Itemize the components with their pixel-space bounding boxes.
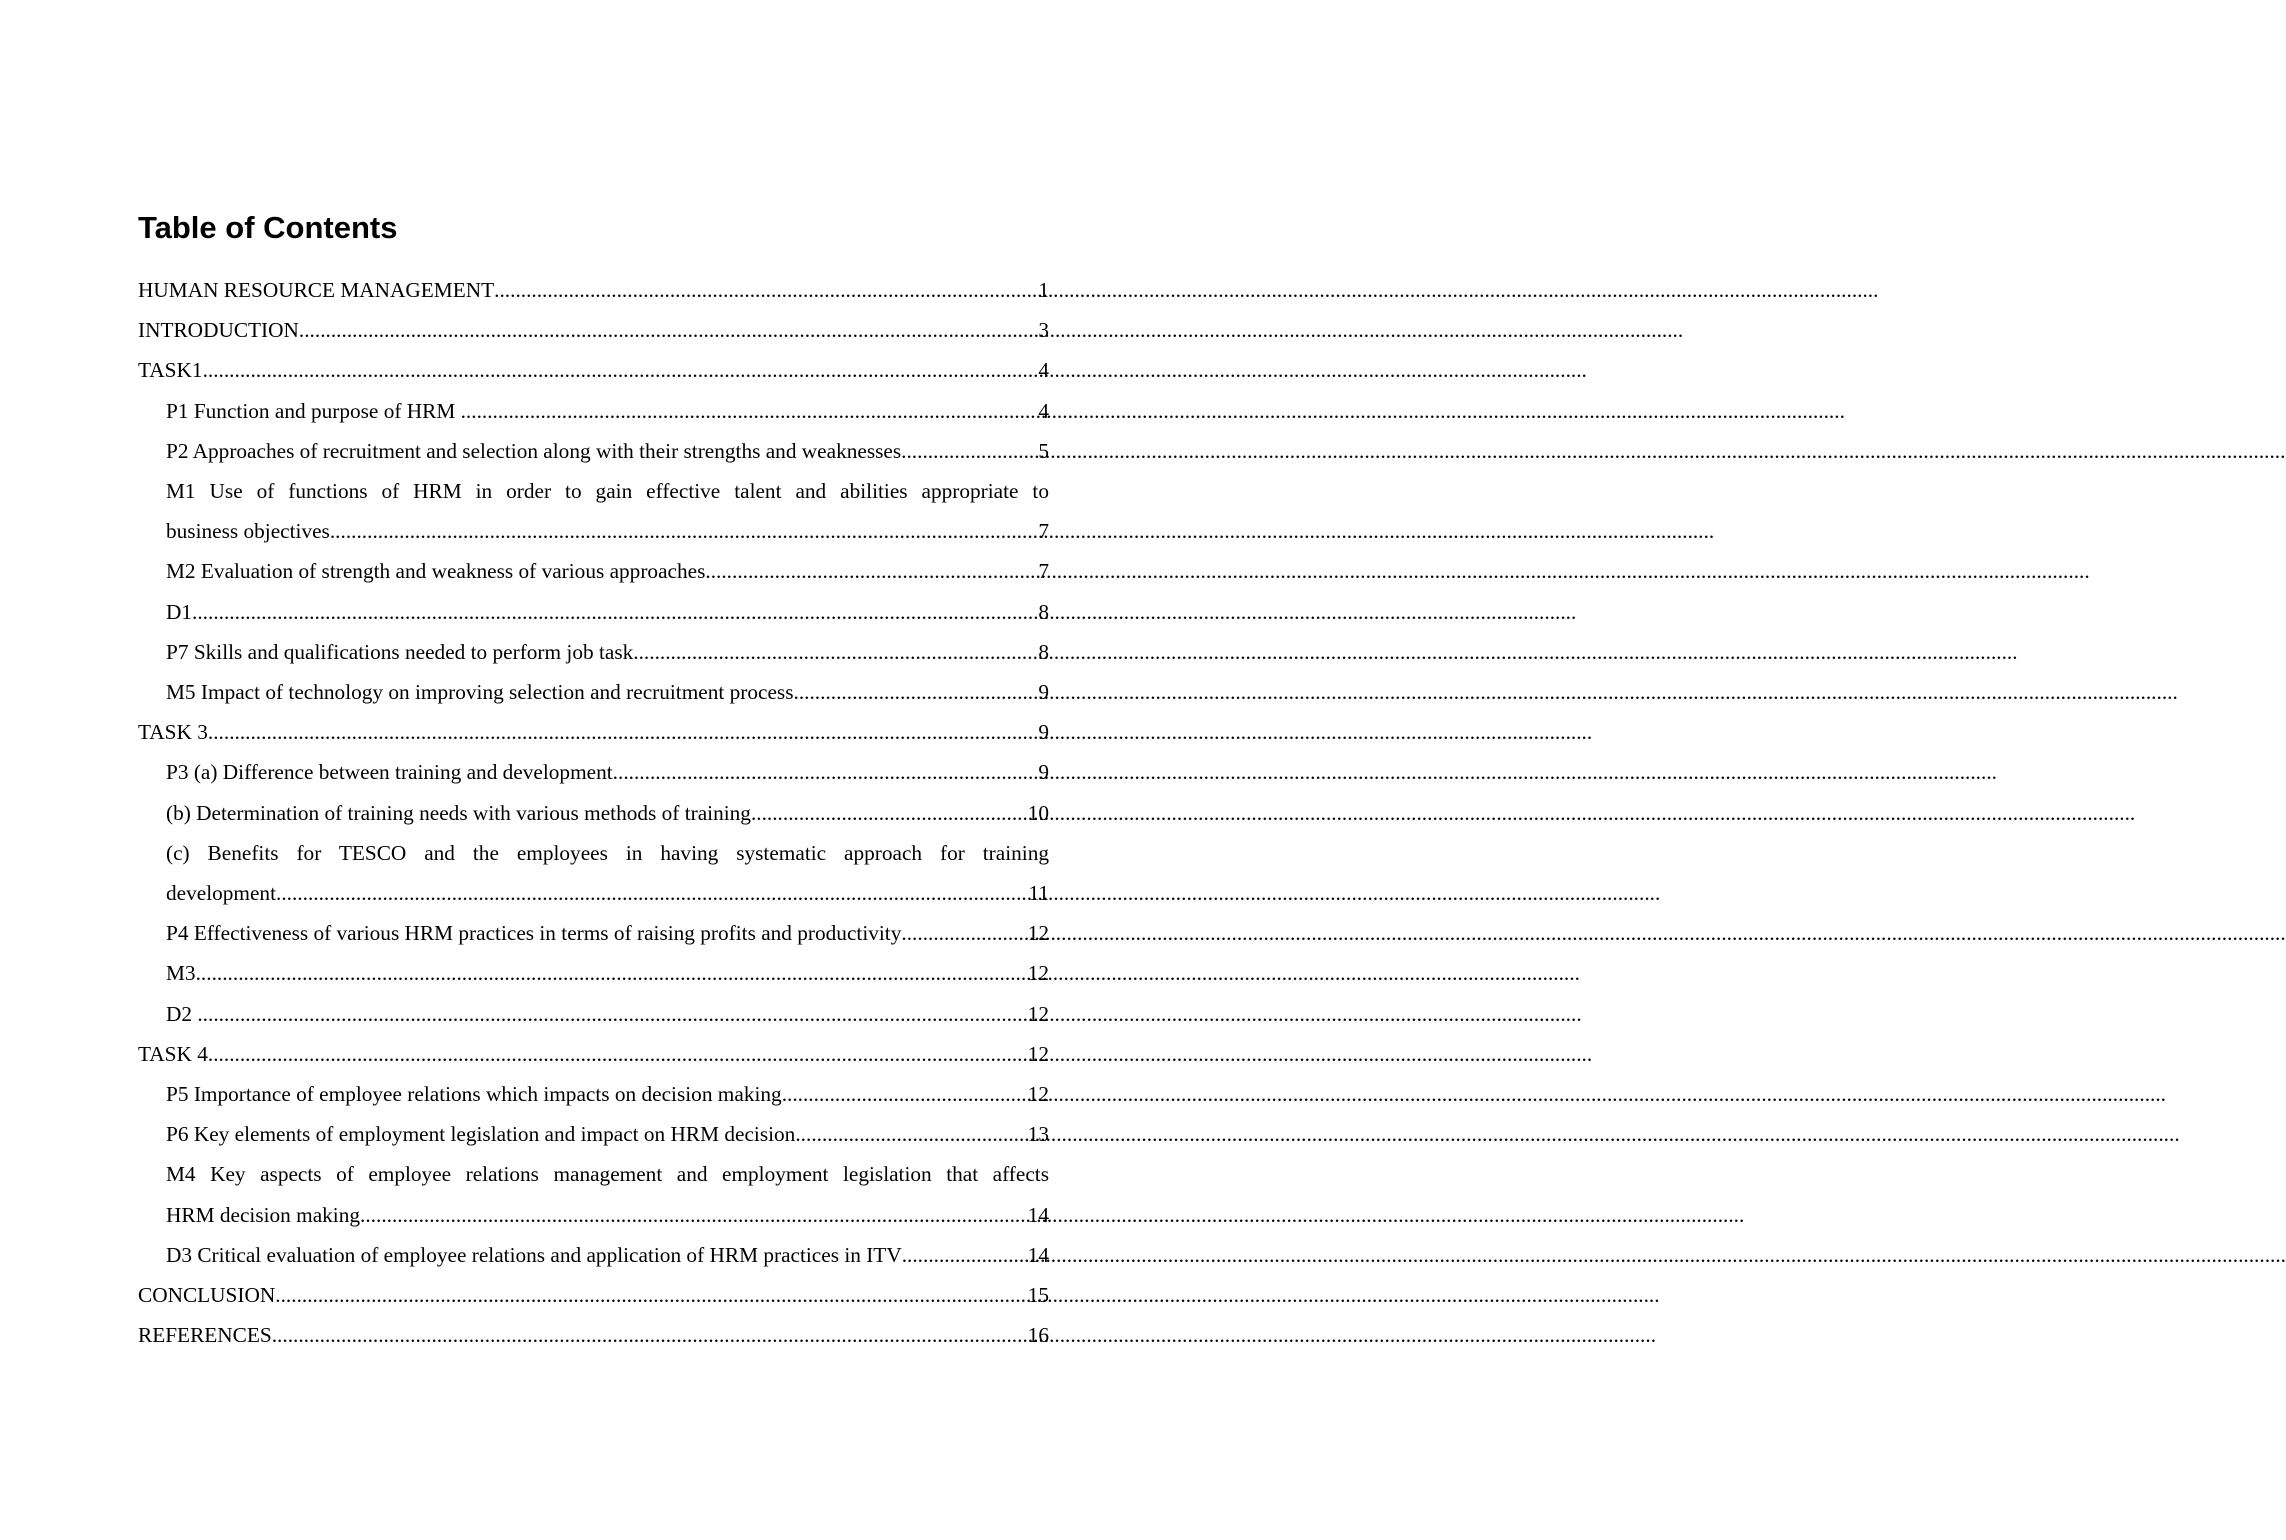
- toc-page-number: 15: [1027, 1283, 1049, 1308]
- toc-entry[interactable]: [138, 1275, 1049, 1315]
- dot-leader: [901, 431, 1038, 471]
- dot-leader: [272, 1315, 1028, 1355]
- toc-entry-title: business objectives: [166, 519, 330, 544]
- toc-page-number: 11: [1028, 881, 1049, 906]
- toc-list: [138, 270, 1049, 1355]
- toc-entry-title: P1 Function and purpose of HRM: [166, 398, 461, 423]
- toc-entry[interactable]: [138, 833, 1049, 913]
- toc-entry-title: TASK 3: [138, 720, 208, 745]
- toc-page-number: 14: [1027, 1242, 1049, 1267]
- toc-entry-title: P3 (a) Difference between training and development: [166, 760, 613, 785]
- toc-entry-title: P2 Approaches of recruitment and selection along with their strengths and weaknesses: [166, 438, 902, 463]
- toc-page-number: 4: [1038, 358, 1049, 383]
- toc-entry[interactable]: [138, 913, 1049, 953]
- toc-entry-row: [138, 270, 1049, 310]
- dot-leader: [208, 1034, 1028, 1074]
- toc-page-number: 5: [1038, 438, 1049, 463]
- toc-entry[interactable]: [138, 672, 1049, 712]
- toc-entry[interactable]: [138, 712, 1049, 752]
- toc-entry-row: [166, 1074, 1049, 1114]
- toc-page-number: 12: [1027, 1001, 1049, 1026]
- dot-leader: [751, 793, 1028, 833]
- toc-entry[interactable]: [138, 270, 1049, 310]
- toc-entry-title: (b) Determination of training needs with various methods of training: [166, 800, 751, 825]
- toc-entry[interactable]: [138, 551, 1049, 591]
- toc-entry-row: [166, 511, 1049, 551]
- toc-entry-title: M3: [166, 961, 196, 986]
- toc-entry-row: [166, 431, 1049, 471]
- dot-leader: [795, 1114, 1027, 1154]
- toc-entry-title: M2 Evaluation of strength and weakness of various approaches: [166, 559, 706, 584]
- toc-entry-row: [166, 953, 1049, 993]
- toc-page-number: 1: [1038, 278, 1049, 302]
- toc-entry-title: HUMAN RESOURCE MANAGEMENT: [138, 278, 495, 302]
- toc-entry-title: HRM decision making: [166, 1202, 361, 1227]
- toc-entry[interactable]: [138, 1114, 1049, 1154]
- toc-entry-title: REFERENCES: [138, 1323, 272, 1348]
- toc-entry[interactable]: [138, 391, 1049, 431]
- toc-entry-row: [166, 672, 1049, 712]
- toc-entry[interactable]: [138, 994, 1049, 1034]
- dot-leader: [197, 994, 1027, 1034]
- toc-entry-title: CONCLUSION: [138, 1283, 276, 1308]
- toc-page-number: 8: [1038, 599, 1049, 624]
- toc-entry-title-line: M1 Use of functions of HRM in order to gain effective talent and abilities appropriate to: [166, 479, 1049, 504]
- dot-leader: [705, 551, 1038, 591]
- toc-page-number: 9: [1038, 680, 1049, 705]
- toc-entry-row: [166, 391, 1049, 431]
- dot-leader: [203, 350, 1039, 390]
- dot-leader: [782, 1074, 1028, 1114]
- toc-page-number: 9: [1038, 760, 1049, 785]
- dot-leader: [196, 953, 1028, 993]
- toc-entry[interactable]: [138, 1154, 1049, 1234]
- toc-entry[interactable]: [138, 310, 1049, 350]
- dot-leader: [794, 672, 1039, 712]
- toc-entry[interactable]: [138, 592, 1049, 632]
- toc-entry-title: TASK1: [138, 358, 203, 383]
- toc-entry-title: P4 Effectiveness of various HRM practices in terms of raising profits and productivity: [166, 921, 902, 946]
- toc-page-number: 9: [1038, 720, 1049, 745]
- toc-entry-row: [166, 752, 1049, 792]
- toc-entry[interactable]: [138, 350, 1049, 390]
- toc-entry-title: M5 Impact of technology on improving selection and recruitment process: [166, 680, 794, 705]
- toc-entry-row: [166, 994, 1049, 1034]
- toc-entry-row: [138, 1315, 1049, 1355]
- toc-entry-row: [166, 1195, 1049, 1235]
- toc-entry-title: D2: [166, 1001, 198, 1026]
- toc-entry-title: P7 Skills and qualifications needed to perform job task: [166, 639, 634, 664]
- toc-entry[interactable]: [138, 953, 1049, 993]
- toc-page-number: 12: [1027, 961, 1049, 986]
- toc-page-number: 12: [1027, 921, 1049, 946]
- toc-entry-title: P5 Importance of employee relations which impacts on decision making: [166, 1082, 782, 1107]
- toc-entry-title: TASK 4: [138, 1041, 208, 1066]
- toc-entry[interactable]: [138, 1034, 1049, 1074]
- dot-leader: [275, 1275, 1027, 1315]
- toc-entry[interactable]: [138, 431, 1049, 471]
- toc-entry[interactable]: [138, 793, 1049, 833]
- toc-page-number: 7: [1038, 519, 1049, 544]
- toc-entry[interactable]: [138, 471, 1049, 551]
- toc-entry-row: [138, 310, 1049, 350]
- toc-entry-row: [166, 1114, 1049, 1154]
- toc-page-number: 3: [1038, 318, 1049, 343]
- toc-page-number: 16: [1027, 1323, 1049, 1348]
- toc-entry-title: D3 Critical evaluation of employee relations and application of HRM practices in ITV: [166, 1242, 902, 1267]
- toc-entry-title-line: M4 Key aspects of employee relations management and employment legislation that affects: [166, 1162, 1049, 1187]
- toc-page-number: 12: [1027, 1082, 1049, 1107]
- toc-page-number: 14: [1027, 1202, 1049, 1227]
- toc-page-number: 8: [1038, 639, 1049, 664]
- dot-leader: [299, 310, 1038, 350]
- toc-entry-row: [166, 913, 1049, 953]
- toc-entry-row: [166, 551, 1049, 591]
- dot-leader: [360, 1195, 1028, 1235]
- dot-leader: [208, 712, 1038, 752]
- toc-page-number: 12: [1027, 1041, 1049, 1066]
- dot-leader: [633, 632, 1038, 672]
- toc-entry-row: [166, 592, 1049, 632]
- dot-leader: [276, 873, 1028, 913]
- toc-entry-title: development: [166, 881, 276, 906]
- toc-entry-title: INTRODUCTION: [138, 318, 299, 343]
- toc-entry-row: [166, 793, 1049, 833]
- toc-entry-title: P6 Key elements of employment legislation and impact on HRM decision: [166, 1122, 796, 1147]
- dot-leader: [494, 270, 1038, 310]
- toc-entry-row: [138, 350, 1049, 390]
- dot-leader: [613, 752, 1039, 792]
- toc-entry[interactable]: [138, 632, 1049, 672]
- toc-entry[interactable]: [138, 1074, 1049, 1114]
- toc-page-number: 13: [1027, 1122, 1049, 1147]
- dot-leader: [901, 913, 1027, 953]
- toc-entry[interactable]: [138, 1315, 1049, 1355]
- toc-page-number: 4: [1038, 398, 1049, 423]
- toc-entry-row: [166, 1235, 1049, 1275]
- toc-page-number: 10: [1027, 800, 1049, 825]
- toc-entry-row: [138, 1034, 1049, 1074]
- toc-page-number: 7: [1038, 559, 1049, 584]
- dot-leader: [192, 592, 1038, 632]
- toc-entry-row: [166, 873, 1049, 913]
- dot-leader: [902, 1235, 1028, 1275]
- toc-entry-row: [138, 1275, 1049, 1315]
- toc-entry[interactable]: [138, 752, 1049, 792]
- dot-leader: [461, 391, 1039, 431]
- dot-leader: [330, 511, 1038, 551]
- toc-entry-title: D1: [166, 599, 193, 624]
- toc-entry-title-line: (c) Benefits for TESCO and the employees in having systematic approach for training: [166, 840, 1049, 865]
- toc-entry-row: [138, 712, 1049, 752]
- toc-entry[interactable]: [138, 1235, 1049, 1275]
- toc-entry-row: [166, 632, 1049, 672]
- toc-heading: Table of Contents: [138, 210, 398, 245]
